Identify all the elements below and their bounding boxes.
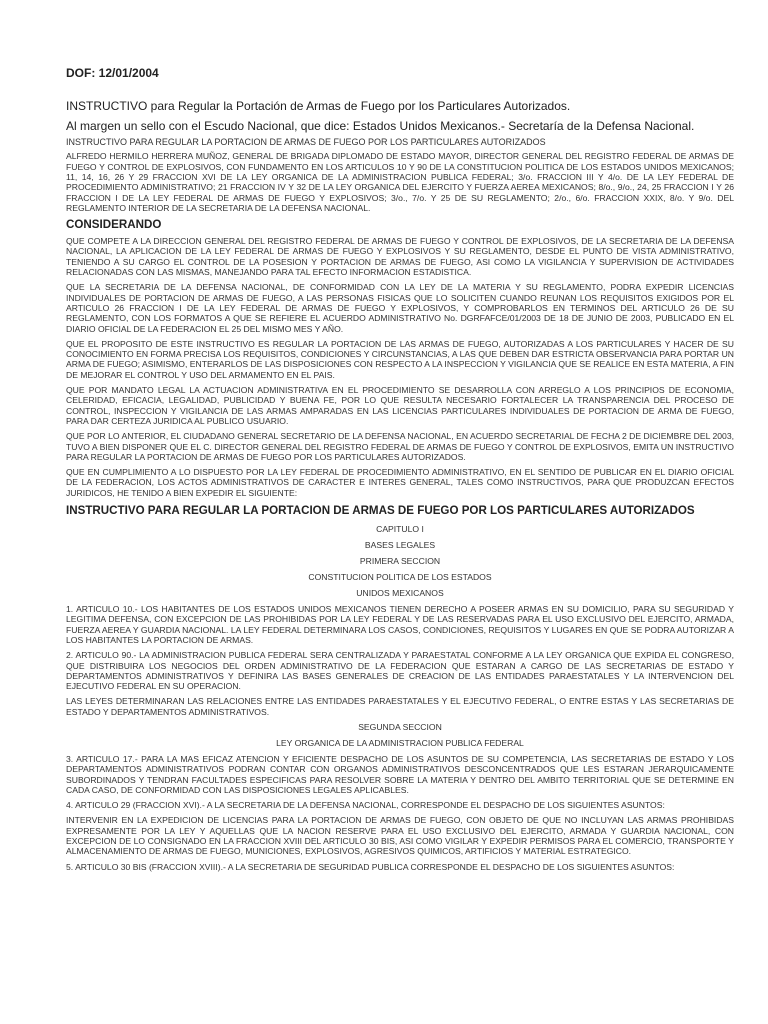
document-title: INSTRUCTIVO para Regular la Portación de Armas de Fuego por los Particulares Autorizados. — [66, 99, 571, 113]
primera-seccion-label: PRIMERA SECCION — [359, 556, 441, 567]
considerando-paragraph: QUE COMPETE A LA DIRECCION GENERAL DEL REGISTRO FEDERAL DE ARMAS DE FUEGO Y CONTROL DE EXPLOSIVOS, DE LA SECRETARIA DE LA DEFENSA NACIONAL, LA APLICACION DE LA LEY FEDERAL DE ARMAS DE FUEGO Y EXPLOSIVOS Y SU REGLAMENTO, DESDE EL PUNTO DE VISTA ADMINISTRATIVO, TENIENDO A SU CARGO EL CONTROL DE LA POSESION Y PORTACION DE ARMAS DE FUEGO, ASI COMO LA VIGILANCIA Y SUPERVISION DE ACTIVIDADES RELACIONADAS CON LAS MISMAS, MANEJANDO PARA TAL EFECTO INFORMACION ESTADISTICA. — [66, 236, 734, 278]
document-subtitle: INSTRUCTIVO PARA REGULAR LA PORTACION DE ARMAS DE FUEGO POR LOS PARTICULARES AUTORIZADOS — [66, 137, 546, 147]
considerando-paragraph: QUE POR LO ANTERIOR, EL CIUDADANO GENERAL SECRETARIO DE LA DEFENSA NACIONAL, EN ACUERDO SECRETARIAL DE FECHA 2 DE DICIEMBRE DEL 2003, TUVO A BIEN DISPONER QUE EL C. DIRECTOR GENERAL DEL REGISTRO FEDERAL DE ARMAS DE FUEGO Y CONTROL DE EXPLOSIVOS, EMITA UN INSTRUCTIVO PARA REGULAR LA PORTACION DE ARMAS DE FUEGO POR LOS PARTICULARES AUTORIZADOS. — [66, 431, 734, 462]
considerando-paragraph: QUE EN CUMPLIMIENTO A LO DISPUESTO POR LA LEY FEDERAL DE PROCEDIMIENTO ADMINISTRATIVO, EN EL SENTIDO DE PUBLICAR EN EL DIARIO OFICIAL DE LA FEDERACION, LOS ACTOS ADMINISTRATIVOS DE CARACTER E INTERES GENERAL, TALES COMO INSTRUCTIVOS, PARA QUE PRODUZCAN EFECTOS JURIDICOS, HE TENIDO A BIEN EXPEDIR EL SIGUIENTE: — [66, 467, 734, 498]
bases-legales-label: BASES LEGALES — [364, 540, 436, 551]
ley-organica-label: LEY ORGANICA DE LA ADMINISTRACION PUBLICA FEDERAL — [276, 737, 524, 748]
considerando-heading: CONSIDERANDO — [66, 218, 162, 232]
segunda-seccion-label: SEGUNDA SECCION — [358, 721, 442, 732]
article-paragraph: 3. ARTICULO 17.- PARA LA MAS EFICAZ ATENCION Y EFICIENTE DESPACHO DE LOS ASUNTOS DE SU COMPETENCIA, LAS SECRETARIAS DE ESTADO Y LOS DEPARTAMENTOS ADMINISTRATIVOS PODRAN CONTAR CON ORGANOS ADMINISTRATIVOS DESCONCENTRADOS QUE LES ESTARAN JERARQUICAMENTE SUBORDINADOS Y TENDRAN FACULTADES ESPECIFICAS PARA RESOLVER SOBRE LA MATERIA Y DENTRO DEL AMBITO TERRITORIAL QUE SE DETERMINE EN CADA CASO, DE CONFORMIDAD CON LAS DISPOSICIONES LEGALES APLICABLES. — [66, 753, 734, 795]
dof-date: DOF: 12/01/2004 — [66, 66, 159, 80]
article-paragraph: 4. ARTICULO 29 (FRACCION XVI).- A LA SECRETARIA DE LA DEFENSA NACIONAL, CORRESPONDE EL DESPACHO DE LOS SIGUIENTES ASUNTOS: — [66, 800, 665, 811]
article-paragraph: 5. ARTICULO 30 BIS (FRACCION XVIII).- A LA SECRETARIA DE SEGURIDAD PUBLICA CORRESPONDE EL DESPACHO DE LOS SIGUIENTES ASUNTOS: — [66, 861, 675, 872]
article-paragraph: LAS LEYES DETERMINARAN LAS RELACIONES ENTRE LAS ENTIDADES PARAESTATALES Y EL EJECUTIVO FEDERAL, O ENTRE ESTAS Y LAS SECRETARIAS DE ESTADO Y DEPARTAMENTOS ADMINISTRATIVOS. — [66, 696, 734, 717]
considerando-paragraph: QUE POR MANDATO LEGAL LA ACTUACION ADMINISTRATIVA EN EL PROCEDIMIENTO SE DESARROLLA CON ARREGLO A LOS PRINCIPIOS DE ECONOMIA, CELERIDAD, EFICACIA, LEGALIDAD, PUBLICIDAD Y BUENA FE, POR LO QUE RESULTA NECESARIO FORTALECER LA TRANSPARENCIA DEL PROCESO DE CONTROL, INSPECCION Y VIGILANCIA DE LAS ARMAS AMPARADAS EN LAS LICENCIAS PARTICULARES INDIVIDUALES DE PORTACION DE ARMA DE FUEGO, PARA DAR CERTEZA JURIDICA AL PUBLICO USUARIO. — [66, 385, 734, 426]
margin-note: Al margen un sello con el Escudo Nacional, que dice: Estados Unidos Mexicanos.- Secretaría de la Defensa Nacional. — [66, 119, 695, 133]
intro-paragraph: ALFREDO HERMILO HERRERA MUÑOZ, GENERAL DE BRIGADA DIPLOMADO DE ESTADO MAYOR, DIRECTOR GENERAL DEL REGISTRO FEDERAL DE ARMAS DE FUEGO Y CONTROL DE EXPLOSIVOS, CON FUNDAMENTO EN LOS ARTICULOS 10 Y 90 DE LA CONSTITUCION POLITICA DE LOS ESTADOS UNIDOS MEXICANOS; 11, 14, 16, 26 Y 29 FRACCION XVI DE LA LEY ORGANICA DE LA ADMINISTRACION PUBLICA FEDERAL; 3/o. FRACCION III Y 4/o. DE LA LEY FEDERAL DE PROCEDIMIENTO ADMINISTRATIVO; 21 FRACCION IV Y 32 DE LA LEY ORGANICA DEL EJERCITO Y FUERZA AEREA MEXICANOS; 8/o., 9/o., 24, 25 FRACCION I Y 26 FRACCION I DE LA LEY FEDERAL DE ARMAS DE FUEGO Y EXPLOSIVOS; 3/o., 7/o. Y 25 DE SU REGLAMENTO; 2/o., 6/o. FRACCION XXIX, 8/o. Y 9/o. DEL REGLAMENTO INTERIOR DE LA SECRETARIA DE LA DEFENSA NACIONAL. — [66, 151, 734, 213]
unidos-mexicanos-label: UNIDOS MEXICANOS — [356, 588, 444, 599]
considerando-paragraph: QUE LA SECRETARIA DE LA DEFENSA NACIONAL, DE CONFORMIDAD CON LA LEY DE LA MATERIA Y SU REGLAMENTO, PODRA EXPEDIR LICENCIAS INDIVIDUALES DE PORTACION DE ARMAS DE FUEGO, A LAS PERSONAS FISICAS QUE LO SOLICITEN CUANDO REUNAN LOS REQUISITOS EXIGIDOS POR EL ARTICULO 26 FRACCION I DE LA LEY FEDERAL DE ARMAS DE FUEGO Y EXPLOSIVOS, Y COMPROBARLOS EN TERMINOS DEL ARTICULO 26 DE SU REGLAMENTO, CON LOS FORMATOS A QUE SE REFIERE EL ACUERDO ADMINISTRATIVO No. DGRFAFCE/01/2003 DE 18 DE JUNIO DE 2003, PUBLICADO EN EL DIARIO OFICIAL DE LA FEDERACION EL 25 DEL MISMO MES Y AÑO. — [66, 282, 734, 334]
article-paragraph: 1. ARTICULO 10.- LOS HABITANTES DE LOS ESTADOS UNIDOS MEXICANOS TIENEN DERECHO A POSEER ARMAS EN SU DOMICILIO, PARA SU SEGURIDAD Y LEGITIMA DEFENSA, CON EXCEPCION DE LAS PROHIBIDAS POR LA LEY FEDERAL Y DE LAS RESERVADAS PARA EL USO EXCLUSIVO DEL EJERCITO, ARMADA, FUERZA AEREA Y GUARDIA NACIONAL. LA LEY FEDERAL DETERMINARA LOS CASOS, CONDICIONES, REQUISITOS Y LUGARES EN QUE SE PODRA AUTORIZAR A LOS HABITANTES LA PORTACION DE ARMAS. — [66, 604, 734, 645]
article-paragraph: INTERVENIR EN LA EXPEDICION DE LICENCIAS PARA LA PORTACION DE ARMAS DE FUEGO, CON OBJETO DE QUE NO INCLUYAN LAS ARMAS PROHIBIDAS EXPRESAMENTE POR LA LEY Y AQUELLAS QUE LA NACION RESERVE PARA EL USO EXCLUSIVO DEL EJERCITO, ARMADA Y GUARDIA NACIONAL, CON EXCEPCION DE LO CONSIGNADO EN LA FRACCION XVIII DEL ARTICULO 30 BIS, ASI COMO VIGILAR Y EXPEDIR PERMISOS PARA EL COMERCIO, TRANSPORTE Y ALMACENAMIENTO DE ARMAS DE FUEGO, MUNICIONES, EXPLOSIVOS, AGRESIVOS QUIMICOS, ARTIFICIOS Y MATERIAL ESTRATEGICO. — [66, 815, 734, 857]
document-content — [66, 66, 734, 877]
instructivo-heading: INSTRUCTIVO PARA REGULAR LA PORTACION DE ARMAS DE FUEGO POR LOS PARTICULARES AUTORIZADOS — [66, 504, 695, 518]
considerando-paragraph: QUE EL PROPOSITO DE ESTE INSTRUCTIVO ES REGULAR LA PORTACION DE LAS ARMAS DE FUEGO, AUTORIZADAS A LOS PARTICULARES Y HACER DE SU CONOCIMIENTO EN FORMA PRECISA LOS REQUISITOS, CONDICIONES Y CIRCUNSTANCIAS, A LAS QUE DEBEN DAR ESTRICTA OBSERVANCIA PARA PORTAR UN ARMA DE FUEGO; ASIMISMO, ENTERARLOS DE LAS DISPOSICIONES CON RESPECTO A LA INSPECCION Y VIGILANCIA QUE SE REALICE EN ESTA MATERIA, A FIN DE MEJORAR EL CONTROL Y USO DEL ARMAMENTO EN EL PAIS. — [66, 338, 734, 380]
constitucion-label: CONSTITUCION POLITICA DE LOS ESTADOS — [308, 572, 492, 583]
capitulo-label: CAPITULO I — [376, 524, 424, 535]
article-paragraph: 2. ARTICULO 90.- LA ADMINISTRACION PUBLICA FEDERAL SERA CENTRALIZADA Y PARAESTATAL CONFORME A LA LEY ORGANICA QUE EXPIDA EL CONGRESO, QUE DISTRIBUIRA LOS NEGOCIOS DEL ORDEN ADMINISTRATIVO DE LA FEDERACION QUE ESTARAN A CARGO DE LAS SECRETARIAS DE ESTADO Y DEPARTAMENTOS ADMINISTRATIVOS Y DEFINIRA LAS BASES GENERALES DE CREACION DE LAS ENTIDADES PARAESTATALES Y LA INTERVENCION DEL EJECUTIVO FEDERAL EN SU OPERACION. — [66, 650, 734, 692]
